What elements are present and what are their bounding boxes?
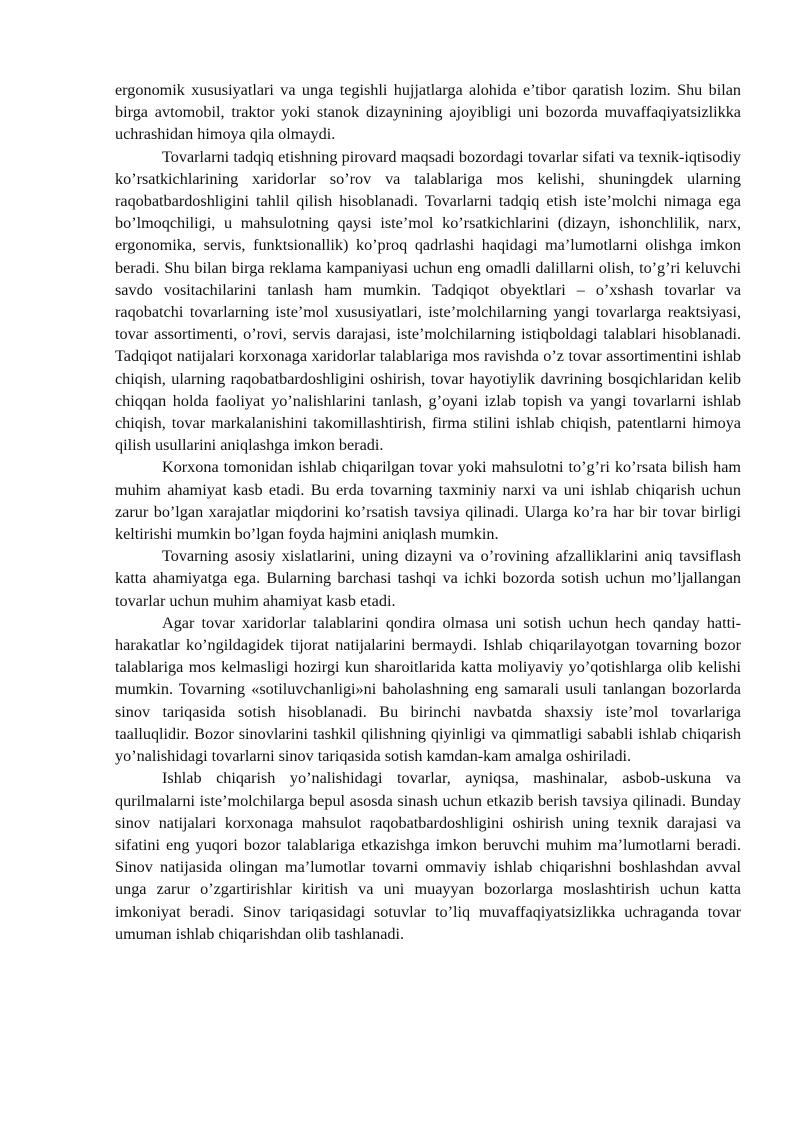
paragraph-product-research: Tovarlarni tadqiq etishning pirovard maqsadi bozordagi tovarlar sifati va texnik-iqtisodiy ko’rsatkichlarining xaridorlar so’rov va talablariga mos kelishi, shuningdek ularning raqobatbardoshligini tahlil qilish hisoblanadi. Tovarlarni tadqiq etish iste’molchi nimaga ega bo’lmoqchiligi, u mahsulotning qaysi iste’mol ko’rsatkichlarini (dizayn, ishonchlilik, narx, ergonomika, servis, funktsionallik) ko’proq qadrlashi haqidagi ma’lumotlarni olishga imkon beradi. Shu bilan birga reklama kampaniyasi uchun eng omadli dalillarni olish, to’g’ri keluvchi savdo vositachilarini tanlash ham mumkin. Tadqiqot obyektlari – o’xshash tovarlar va raqobatchi tovarlarning iste’mol xususiyatlari, iste’molchilarning yangi tovarlarga reaktsiyasi, tovar assortimenti, o’rovi, servis darajasi, iste’molchilarning istiqboldagi talablari hisoblanadi. Tadqiqot natijalari korxonaga xaridorlar talablariga mos ravishda o’z tovar assortimentini ishlab chiqish, ularning raqobatbardoshligini oshirish, tovar hayotiylik davrining bosqichlaridan kelib chiqqan holda faoliyat yo’nalishlarini tanlash, g’oyani izlab topish va yangi tovarlarni ishlab chiqish, tovar markalanishini takomillashtirish, firma stilini ishlab chiqish, patentlarni himoya qilish usullarini aniqlashga imkon beradi. xyxy=(115,147,741,455)
paragraph-product-presentation: Korxona tomonidan ishlab chiqarilgan tovar yoki mahsulotni to’g’ri ko’rsata bilish ham muhim ahamiyat kasb etadi. Bu erda tovarning taxminiy narxi va uni ishlab chiqarish uchun zarur bo’lgan xarajatlar miqdorini ko’rsatish tavsiya qilinadi. Ularga ko’ra har bir tovar birligi keltirishi mumkin bo’lgan foyda hajmini aniqlash mumkin. xyxy=(115,458,741,544)
paragraph-product-features: Tovarning asosiy xislatlarini, uning dizayni va o’rovining afzalliklarini aniq tavsiflash katta ahamiyatga ega. Bularning barchasi tashqi va ichki bozorda sotish uchun mo’ljallangan tovarlar uchun muhim ahamiyat kasb etadi. xyxy=(115,547,741,610)
paragraph-continuation: ergonomik xususiyatlari va unga tegishli hujjatlarga alohida e’tibor qaratish lozim. Shu bilan birga avtomobil, traktor yoki stanok dizaynining ajoyibligi uni bozorda muvaffaqiyatsizlikka uchrashidan himoya qila olmaydi. xyxy=(115,81,741,144)
paragraph-market-testing: Agar tovar xaridorlar talablarini qondira olmasa uni sotish uchun hech qanday hatti-harakatlar ko’ngildagidek tijorat natijalarini bermaydi. Ishlab chiqarilayotgan tovarning bozor talablariga mos kelmasligi hozirgi kun sharoitlarida katta moliyaviy yo’qotishlarga olib kelishi mumkin. Tovarning «sotiluvchanligi»ni baholashning eng samarali usuli tanlangan bozorlarda sinov tariqasida sotish hisoblanadi. Bu birinchi navbatda shaxsiy iste’mol tovarlariga taalluqlidir. Bozor sinovlarini tashkil qilishning qiyinligi va qimmatligi sababli ishlab chiqarish yo’nalishidagi tovarlarni sinov tariqasida sotish kamdan-kam amalga oshiriladi. xyxy=(115,613,741,766)
paragraph-industrial-goods-testing: Ishlab chiqarish yo’nalishidagi tovarlar, ayniqsa, mashinalar, asbob-uskuna va qurilmalarni iste’molchilarga bepul asosda sinash uchun etkazib berish tavsiya qilinadi. Bunday sinov natijalari korxonaga mahsulot raqobatbardoshligini oshirish uning texnik darajasi va sifatini eng yuqori bozor talablariga etkazishga imkon beruvchi muhim ma’lumotlarni beradi. Sinov natijasida olingan ma’lumotlar tovarni ommaviy ishlab chiqarishni boshlashdan avval unga zarur o’zgartirishlar kiritish va uni muayyan bozorlarga moslashtirish uchun katta imkoniyat beradi. Sinov tariqasidagi sotuvlar to’liq muvaffaqiyatsizlikka uchraganda tovar umuman ishlab chiqarishdan olib tashlanadi. xyxy=(115,769,741,943)
document-page xyxy=(115,79,741,945)
